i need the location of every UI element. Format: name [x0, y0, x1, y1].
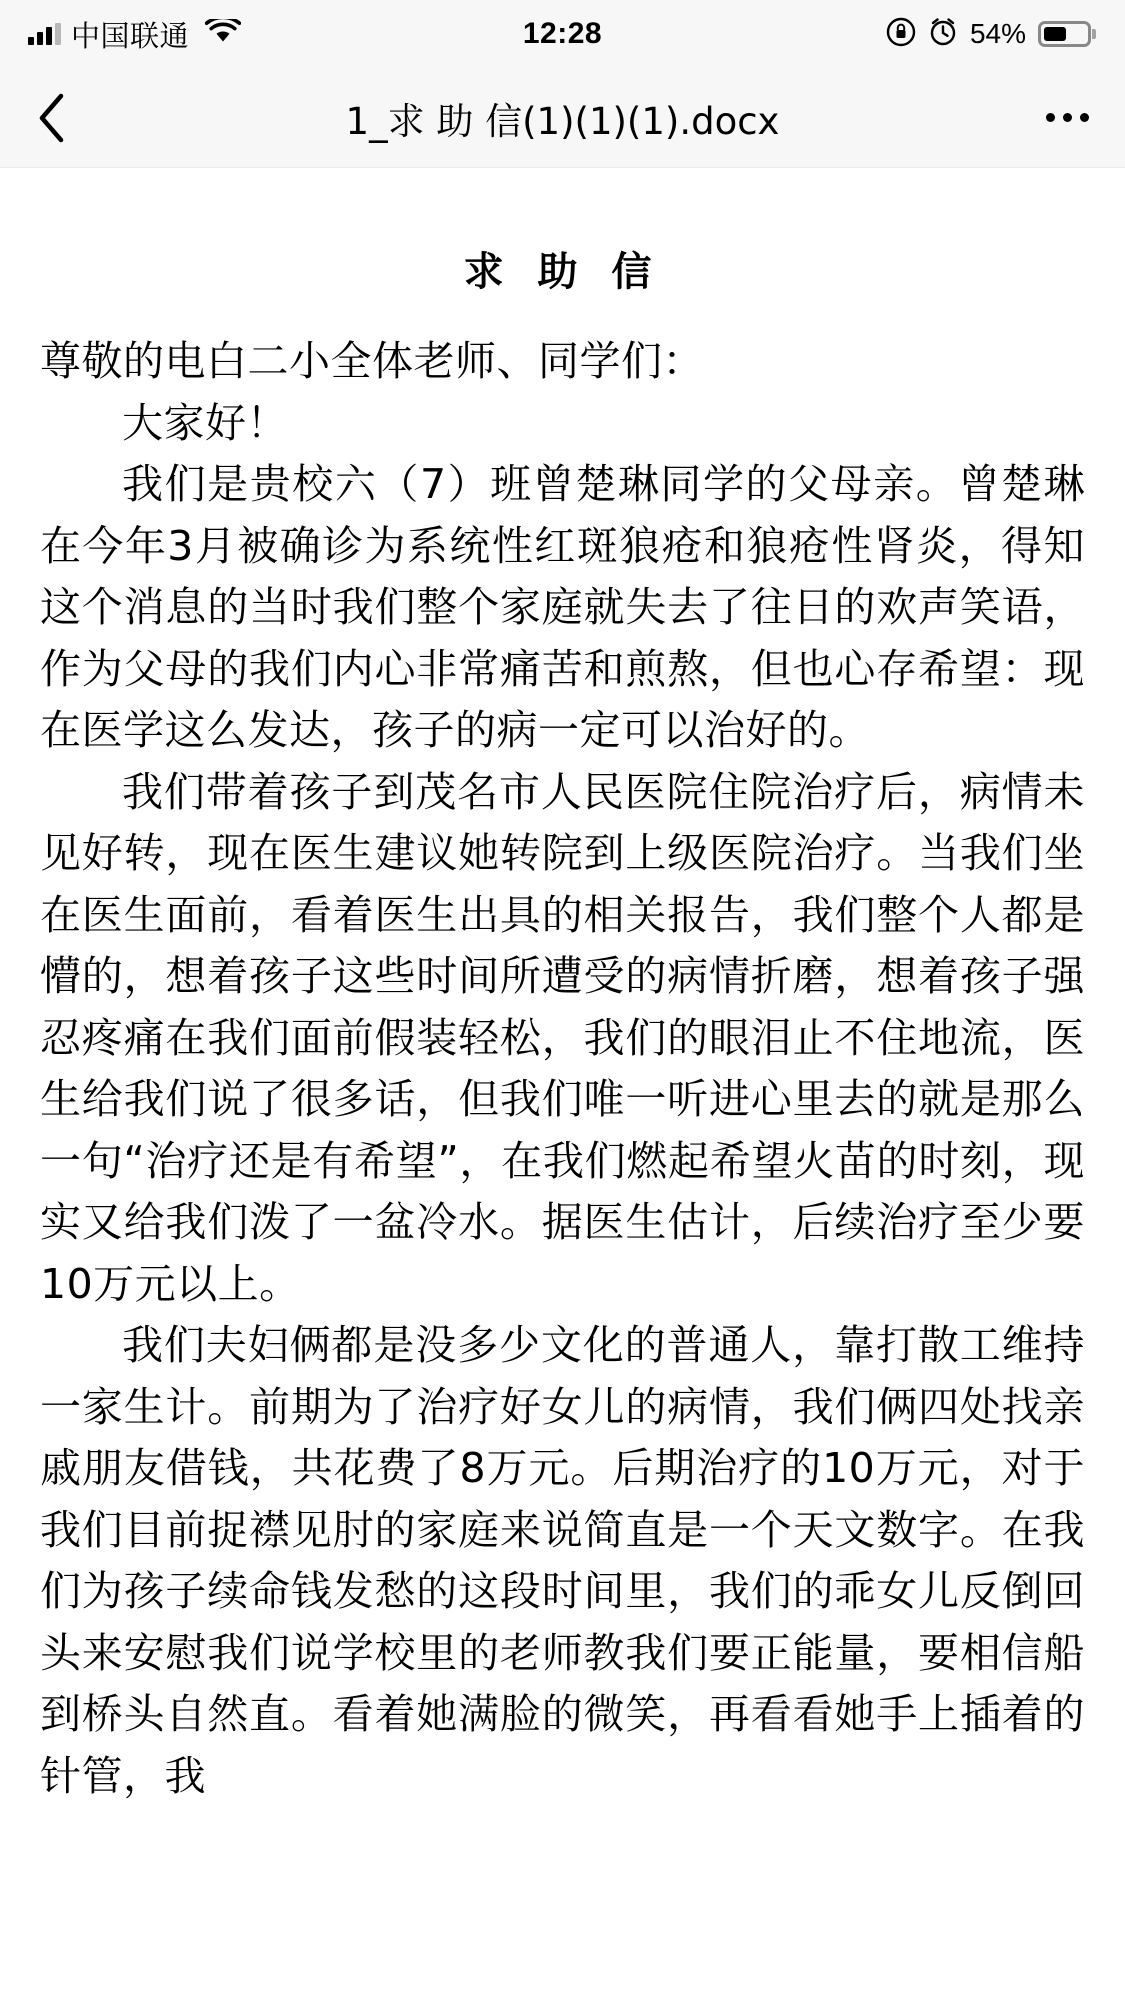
back-button[interactable]	[36, 88, 96, 148]
battery-percent-label: 54%	[969, 18, 1026, 49]
navigation-bar	[0, 68, 1125, 168]
document-paragraph: 尊敬的电白二小全体老师、同学们：	[40, 337, 704, 385]
document-paragraph: 我们是贵校六（7）班曾楚琳同学的父母亲。曾楚琳在今年3月被确诊为系统性红斑狼疮和狼疮性肾炎，得知这个消息的当时我们整个家庭就失去了往日的欢声笑语，作为父母的我们内心非常痛苦和煎熬，但也心存希望：现在医学这么发达，孩子的病一定可以治好的。	[40, 460, 1085, 754]
document-paragraph: 我们带着孩子到茂名市人民医院住院治疗后，病情未见好转，现在医生建议她转院到上级医院治疗。当我们坐在医生面前，看着医生出具的相关报告，我们整个人都是懵的，想着孩子这些时间所遭受的病情折磨，想着孩子强忍疼痛在我们面前假装轻松，我们的眼泪止不住地流，医生给我们说了很多话，但我们唯一听进心里去的就是那么一句“治疗还是有希望”，在我们燃起希望火苗的时刻，现实又给我们泼了一盆冷水。据医生估计，后续治疗至少要10万元以上。	[40, 767, 1085, 1308]
more-options-button[interactable]	[1046, 103, 1089, 132]
document-viewer[interactable]	[0, 168, 1125, 2000]
document-paragraph: 我们夫妇俩都是没多少文化的普通人，靠打散工维持一家生计。前期为了治疗好女儿的病情，我们俩四处找亲戚朋友借钱，共花费了8万元。后期治疗的10万元，对于我们目前捉襟见肘的家庭来说简直是一个天文数字。在我们为孩子续命钱发愁的这段时间里，我们的乖女儿反倒回头来安慰我们说学校里的老师教我们要正能量，要相信船到桥头自然直。看着她满脸的微笑，再看看她手上插着的针管，我	[40, 1321, 1085, 1800]
more-dot	[1046, 113, 1055, 122]
wifi-icon	[205, 19, 241, 50]
status-bar-right	[886, 17, 1091, 52]
document-paragraph: 大家好！	[122, 398, 288, 447]
carrier-label: 中国联通	[71, 18, 190, 53]
document-heading: 求 助 信	[463, 249, 662, 295]
status-bar	[0, 0, 1125, 68]
more-dot	[1080, 113, 1089, 122]
battery-icon	[1038, 21, 1091, 47]
alarm-clock-icon	[928, 17, 958, 52]
rotation-lock-icon	[886, 17, 916, 52]
page-title: 1_求 助 信(1)(1)(1).docx	[345, 99, 780, 143]
status-bar-left	[28, 14, 241, 55]
status-time: 12:28	[522, 17, 603, 50]
signal-bars-icon	[28, 23, 61, 45]
more-dot	[1063, 113, 1072, 122]
chevron-left-icon	[36, 92, 66, 144]
